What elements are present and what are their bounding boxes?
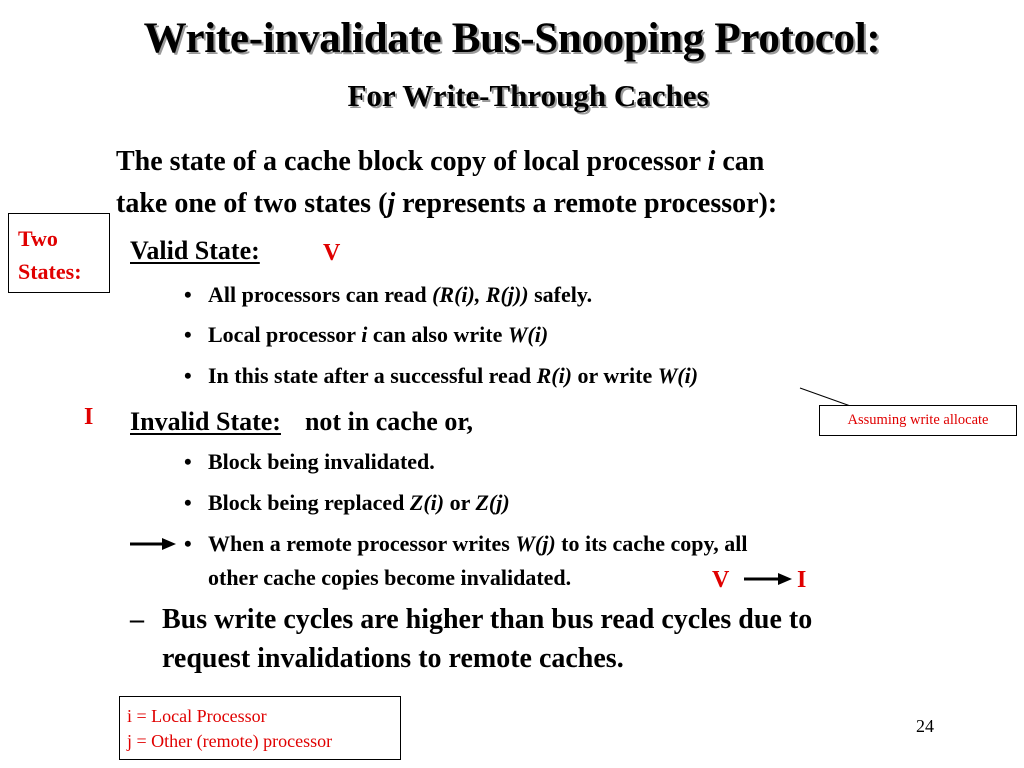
bullet-dot: • xyxy=(184,449,192,474)
valid-state-heading xyxy=(130,236,260,266)
bullet-italic: W(j) xyxy=(515,531,556,556)
valid-state-marker: V xyxy=(323,240,341,266)
bullet-italic: Z(j) xyxy=(475,490,510,515)
two-states-box xyxy=(8,213,110,293)
bullet-text: All processors can read xyxy=(208,282,433,307)
bullet-text: safely. xyxy=(528,282,593,307)
two-states-line-1: Two xyxy=(18,226,58,251)
intro-var-i: i xyxy=(707,146,716,177)
dash-symbol: – xyxy=(130,604,144,635)
bullet-text: to its cache copy, all xyxy=(555,531,748,556)
bullet-text: or xyxy=(444,490,476,515)
invalid-bullet-1 xyxy=(184,449,435,475)
bullet-text: Local processor xyxy=(208,322,362,347)
bullet-text: Block being replaced xyxy=(208,490,410,515)
transition-from: V xyxy=(712,567,730,593)
transition-arrow-icon xyxy=(742,569,794,589)
bullet-dot: • xyxy=(184,531,192,556)
bullet-italic: W(i) xyxy=(657,363,699,388)
two-states-line-2: States: xyxy=(18,259,82,284)
bullet-dot: • xyxy=(184,363,192,388)
valid-bullet-3 xyxy=(184,363,698,389)
bullet-text: In this state after a successful read xyxy=(208,363,537,388)
intro-text: take one of two states ( xyxy=(116,188,388,219)
valid-bullet-2 xyxy=(184,322,548,348)
dash-line-1: Bus write cycles are higher than bus read cycles due to xyxy=(162,604,813,635)
bullet-italic: W(i) xyxy=(507,322,549,347)
intro-text: can xyxy=(715,146,765,177)
dash-line-2: request invalidations to remote caches. xyxy=(162,643,624,674)
bullet-italic: Z(i) xyxy=(409,490,445,515)
bullet-italic: i xyxy=(361,322,368,347)
intro-text: The state of a cache block copy of local processor xyxy=(116,146,708,177)
invalid-state-label: Invalid State: xyxy=(130,407,281,436)
right-arrow-icon xyxy=(128,534,178,554)
valid-state-label: Valid State: xyxy=(130,236,260,265)
invalid-state-heading xyxy=(130,407,473,437)
slide-title: Write-invalidate Bus-Snooping Protocol: xyxy=(143,15,881,62)
invalid-bullet-3-line-2: other cache copies become invalidated. xyxy=(208,565,572,590)
bullet-dot: • xyxy=(184,490,192,515)
valid-bullet-1 xyxy=(184,282,592,308)
invalid-state-rest: not in cache or, xyxy=(304,407,474,436)
legend-line-2: j = Other (remote) processor xyxy=(127,731,333,751)
bullet-text: When a remote processor writes xyxy=(208,531,516,556)
bullet-italic: (R(i), R(j)) xyxy=(432,282,529,307)
page-number: 24 xyxy=(916,716,934,736)
intro-line-1 xyxy=(116,146,764,178)
slide-subtitle: For Write-Through Caches xyxy=(347,78,709,113)
invalid-bullet-2 xyxy=(184,490,510,516)
bullet-text: Block being invalidated. xyxy=(208,449,435,474)
transition-to: I xyxy=(797,567,807,593)
callout-box: Assuming write allocate xyxy=(819,405,1017,436)
bullet-text: can also write xyxy=(367,322,508,347)
legend-line-1: i = Local Processor xyxy=(127,706,267,726)
bullet-dot: • xyxy=(184,322,192,347)
bullet-dot: • xyxy=(184,282,192,307)
invalid-bullet-3 xyxy=(184,531,748,557)
intro-line-2 xyxy=(116,188,777,220)
bullet-text: or write xyxy=(572,363,658,388)
bullet-italic: R(i) xyxy=(536,363,573,388)
legend-box xyxy=(119,696,401,760)
intro-text: represents a remote processor): xyxy=(395,188,778,219)
intro-var-j: j xyxy=(387,188,396,219)
invalid-state-marker: I xyxy=(84,404,94,430)
